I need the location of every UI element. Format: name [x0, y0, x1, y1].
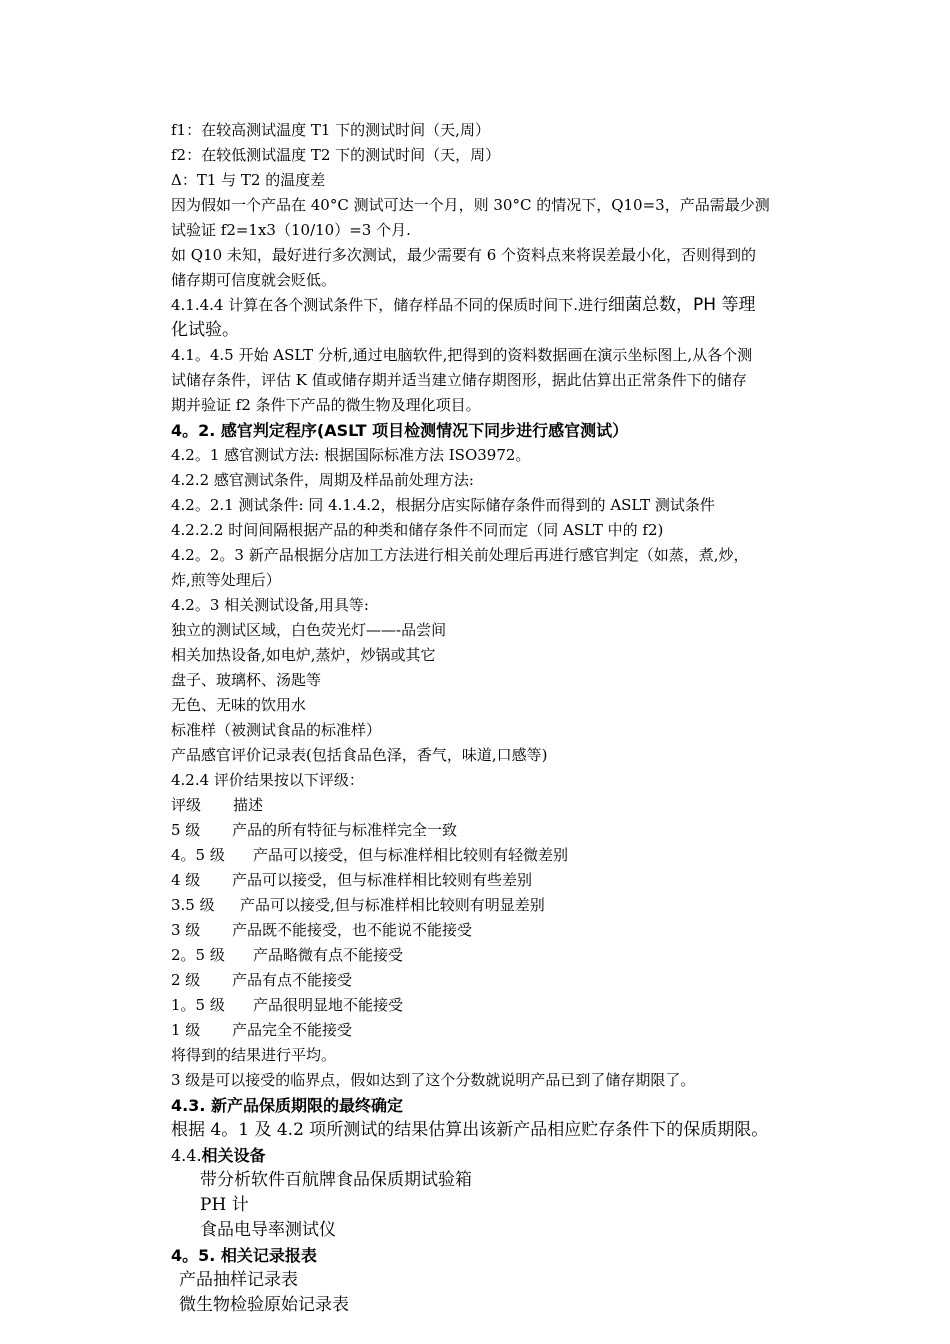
text-line: 根据 4。1 及 4.2 项所测试的结果估算出该新产品相应贮存条件下的保质期限。	[171, 1120, 769, 1140]
grading-grade: 5 级	[171, 821, 201, 839]
grading-row	[171, 868, 532, 893]
grading-grade: 1 级	[171, 1021, 201, 1039]
section-heading-4-3: 4.3. 新产品保质期限的最终确定	[171, 1096, 403, 1115]
text-line: 4.2.2 感官测试条件，周期及样品前处理方法:	[171, 471, 474, 489]
grading-desc: 产品的所有特征与标准样完全一致	[232, 821, 458, 839]
equipment-item: 带分析软件百航牌食品保质期试验箱	[200, 1170, 472, 1190]
text-line: f1：在较高测试温度 T1 下的测试时间（天,周）	[171, 121, 490, 139]
grading-desc: 产品很明显地不能接受	[253, 996, 404, 1014]
text-line: 化试验。	[171, 320, 239, 340]
text-line: 期并验证 f2 条件下产品的微生物及理化项目。	[171, 396, 481, 414]
text-line: 试验证 f2=1x3（10/10）=3 个月.	[171, 221, 411, 239]
section-heading-4-5: 4。5. 相关记录报表	[171, 1246, 317, 1265]
grading-grade: 4 级	[171, 871, 201, 889]
grading-grade: 1。5 级	[171, 996, 225, 1014]
text-line: 试储存条件，评估 K 值或储存期并适当建立储存期图形，据此估算出正常条件下的储存	[171, 371, 747, 389]
grading-row	[171, 1018, 352, 1043]
text-line: 无色、无味的饮用水	[171, 696, 307, 714]
equipment-item: 食品电导率测试仪	[200, 1220, 336, 1240]
grading-row	[171, 968, 352, 993]
section-heading-4-4	[171, 1143, 266, 1168]
text-line: 将得到的结果进行平均。	[171, 1046, 337, 1064]
text-line	[171, 293, 755, 318]
grading-row	[171, 893, 545, 918]
text-segment: 4.1.4.4 计算在各个测试条件下，储存样品不同的保质时间下.进行	[171, 296, 609, 314]
grading-row	[171, 843, 568, 868]
grading-desc: 产品略微有点不能接受	[253, 946, 404, 964]
text-line: 3 级是可以接受的临界点，假如达到了这个分数就说明产品已到了储存期限了。	[171, 1071, 696, 1089]
text-line: 4.2。2.1 测试条件: 同 4.1.4.2，根据分店实际储存条件而得到的 ASLT 测试条件	[171, 496, 715, 514]
grading-row	[171, 918, 472, 943]
text-line: 储存期可信度就会贬低。	[171, 271, 337, 289]
text-line: 4.2.2.2 时间间隔根据产品的种类和储存条件不同而定（同 ASLT 中的 f2)	[171, 521, 664, 539]
text-line: Δ：T1 与 T2 的温度差	[171, 171, 326, 189]
text-line: 4.2.4 评价结果按以下评级：	[171, 771, 364, 789]
grading-header-desc: 描述	[233, 796, 264, 814]
grading-grade: 2。5 级	[171, 946, 225, 964]
grading-header	[171, 793, 263, 818]
grading-desc: 产品可以接受，但与标准样相比较则有些差别	[232, 871, 533, 889]
section-title: 相关设备	[201, 1146, 266, 1165]
grading-header-grade: 评级	[171, 796, 202, 814]
record-item: 产品抽样记录表	[179, 1270, 298, 1290]
text-line: 炸,煎等处理后）	[171, 571, 281, 589]
text-line: 盘子、玻璃杯、汤匙等	[171, 671, 322, 689]
record-item: 微生物检验原始记录表	[179, 1295, 349, 1315]
grading-grade: 2 级	[171, 971, 201, 989]
text-segment-large: 细菌总数，PH 等理	[608, 295, 756, 315]
grading-row	[171, 943, 403, 968]
text-line: f2：在较低测试温度 T2 下的测试时间（天，周）	[171, 146, 501, 164]
equipment-item: PH 计	[200, 1195, 249, 1215]
grading-desc: 产品既不能接受，也不能说不能接受	[232, 921, 473, 939]
text-line: 标准样（被测试食品的标准样）	[171, 721, 382, 739]
text-line: 4.2。2。3 新产品根据分店加工方法进行相关前处理后再进行感官判定（如蒸，煮,炒，	[171, 546, 749, 564]
grading-grade: 4。5 级	[171, 846, 225, 864]
grading-desc: 产品有点不能接受	[232, 971, 353, 989]
grading-grade: 3 级	[171, 921, 201, 939]
text-line: 产品感官评价记录表(包括食品色泽，香气，味道,口感等)	[171, 746, 548, 764]
grading-desc: 产品完全不能接受	[232, 1021, 353, 1039]
grading-row	[171, 818, 457, 843]
grading-row	[171, 993, 403, 1018]
text-line: 4.1。4.5 开始 ASLT 分析,通过电脑软件,把得到的资料数据画在演示坐标图上,从各个测	[171, 346, 753, 364]
grading-desc: 产品可以接受,但与标准样相比较则有明显差别	[240, 896, 545, 914]
text-line: 因为假如一个产品在 40°C 测试可达一个月，则 30°C 的情况下，Q10=3，产品需最少测	[171, 196, 770, 214]
text-line: 独立的测试区域，白色荧光灯——-品尝间	[171, 621, 447, 639]
grading-desc: 产品可以接受，但与标准样相比较则有轻微差别	[253, 846, 569, 864]
section-heading-4-2: 4。2. 感官判定程序(ASLT 项目检测情况下同步进行感官测试）	[171, 421, 629, 440]
text-line: 如 Q10 未知，最好进行多次测试，最少需要有 6 个资料点来将误差最小化，否则得到的	[171, 246, 757, 264]
text-line: 相关加热设备,如电炉,蒸炉，炒锅或其它	[171, 646, 436, 664]
section-number: 4.4.	[171, 1146, 202, 1165]
text-line: 4.2。3 相关测试设备,用具等:	[171, 596, 369, 614]
grading-grade: 3.5 级	[171, 896, 215, 914]
text-line: 4.2。1 感官测试方法: 根据国际标准方法 ISO3972。	[171, 446, 531, 464]
